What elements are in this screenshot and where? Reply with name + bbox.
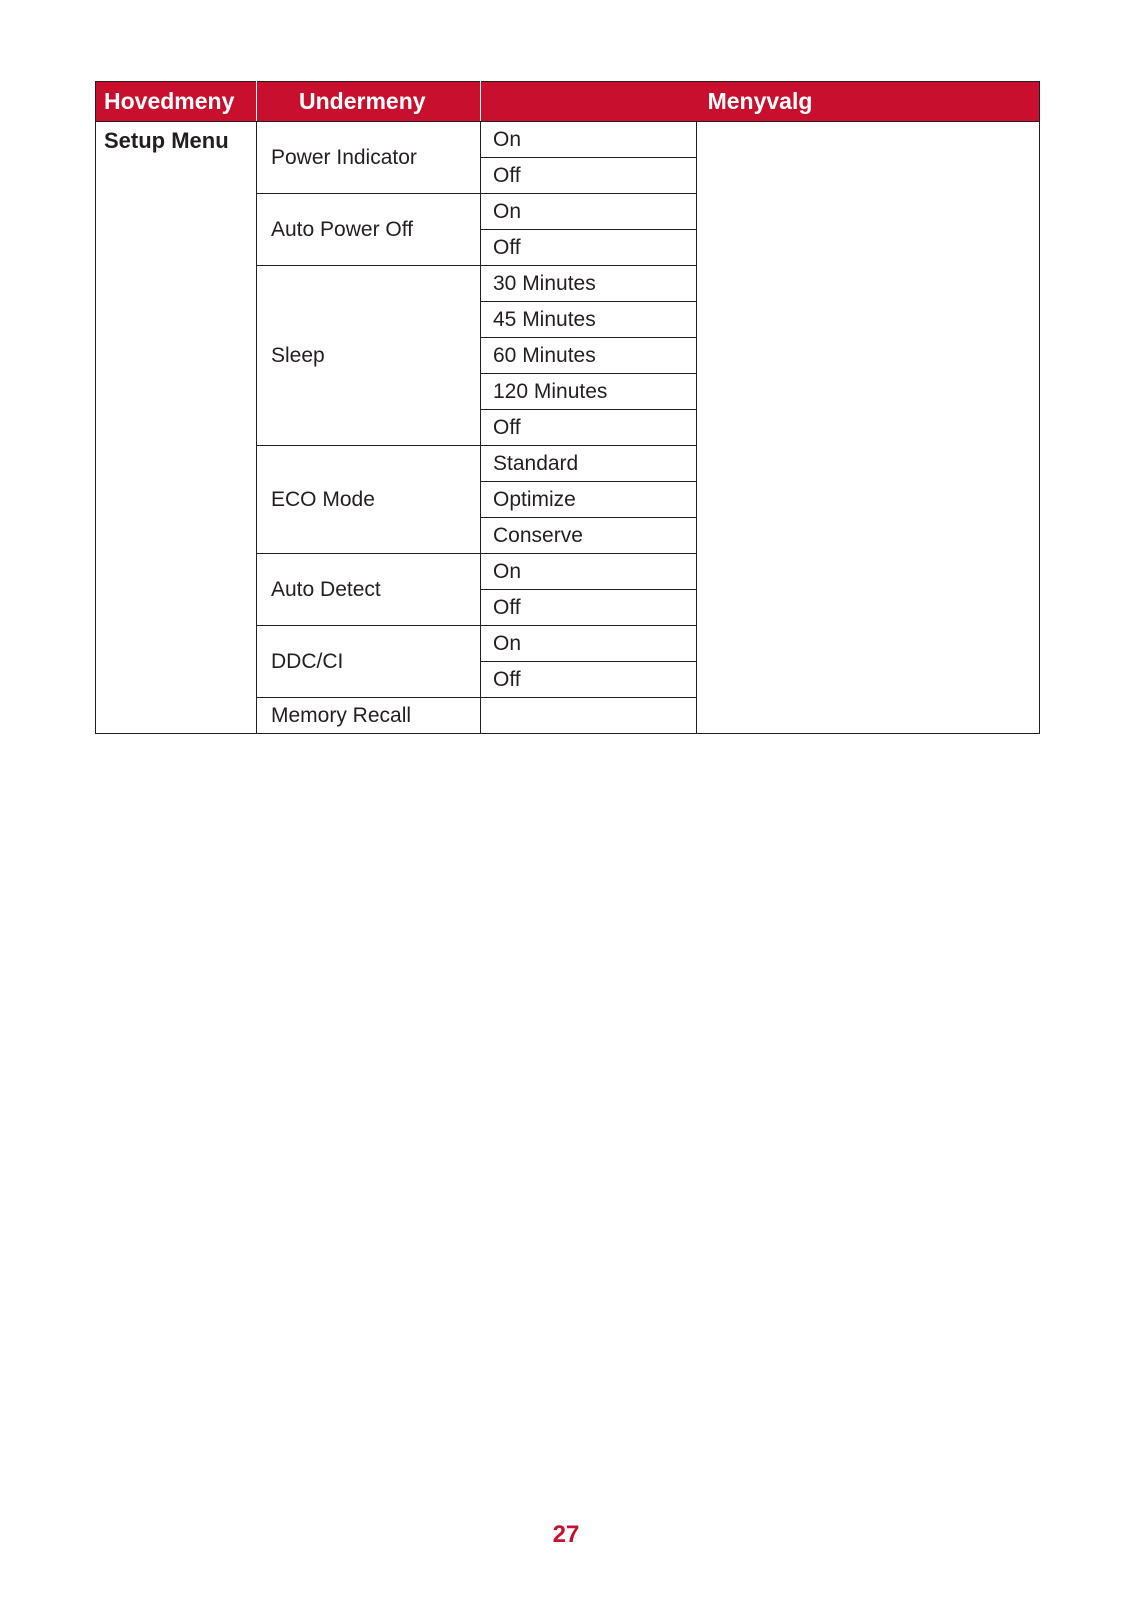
option-cell: Off bbox=[481, 590, 697, 626]
option-cell: Off bbox=[481, 230, 697, 266]
option-cell: Off bbox=[481, 158, 697, 194]
main-menu-cell: Setup Menu bbox=[96, 122, 257, 734]
table-row bbox=[96, 122, 1040, 158]
submenu-sleep: Sleep bbox=[257, 266, 481, 446]
submenu-memory-recall: Memory Recall bbox=[257, 698, 481, 734]
submenu-eco-mode: ECO Mode bbox=[257, 446, 481, 554]
option-cell-empty bbox=[481, 698, 697, 734]
option-cell: Off bbox=[481, 410, 697, 446]
submenu-power-indicator: Power Indicator bbox=[257, 122, 481, 194]
option-cell: Off bbox=[481, 662, 697, 698]
option-cell: On bbox=[481, 626, 697, 662]
header-submenu: Undermeny bbox=[257, 82, 481, 122]
option-cell: 30 Minutes bbox=[481, 266, 697, 302]
submenu-auto-power-off: Auto Power Off bbox=[257, 194, 481, 266]
option-cell: 45 Minutes bbox=[481, 302, 697, 338]
option-cell: 120 Minutes bbox=[481, 374, 697, 410]
page-number: 27 bbox=[552, 1521, 580, 1548]
submenu-ddc-ci: DDC/CI bbox=[257, 626, 481, 698]
option-cell: 60 Minutes bbox=[481, 338, 697, 374]
header-menu-options: Menyvalg bbox=[481, 82, 1040, 122]
blank-column bbox=[697, 122, 1040, 734]
submenu-auto-detect: Auto Detect bbox=[257, 554, 481, 626]
option-cell: Standard bbox=[481, 446, 697, 482]
menu-table bbox=[95, 81, 1040, 734]
header-main-menu: Hovedmeny bbox=[96, 82, 257, 122]
option-cell: Optimize bbox=[481, 482, 697, 518]
option-cell: On bbox=[481, 554, 697, 590]
option-cell: On bbox=[481, 122, 697, 158]
option-cell: On bbox=[481, 194, 697, 230]
option-cell: Conserve bbox=[481, 518, 697, 554]
header-row bbox=[96, 82, 1040, 122]
